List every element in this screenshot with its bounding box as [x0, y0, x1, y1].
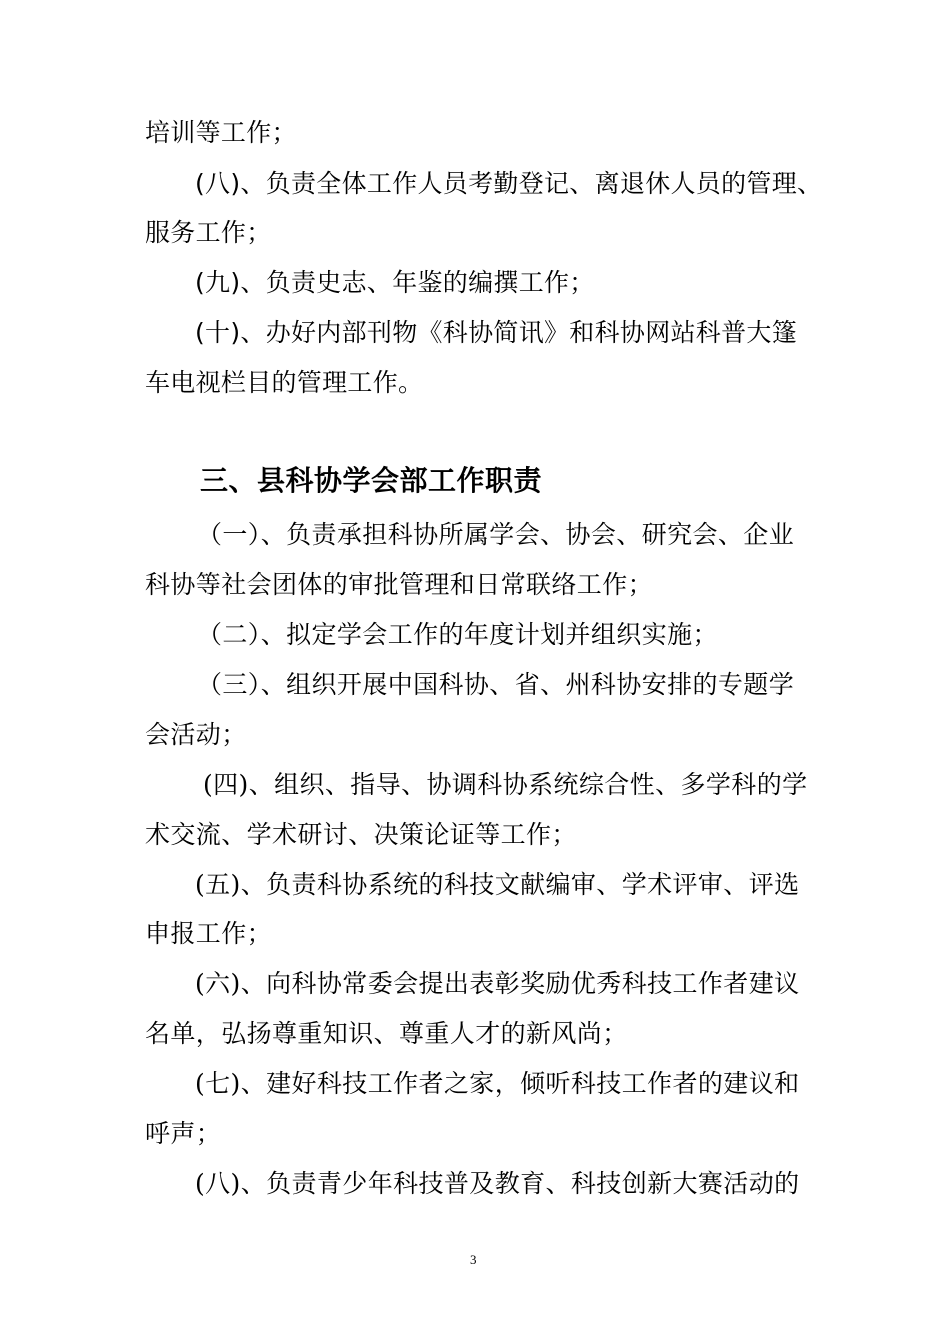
list-item-line: 服务工作； [145, 218, 272, 247]
list-item-line: （二）、拟定学会工作的年度计划并组织实施； [197, 620, 718, 649]
list-item-line: 呼声； [145, 1119, 222, 1148]
list-item-line: (八)、负责全体工作人员考勤登记、离退休人员的管理、 [195, 169, 823, 198]
list-item-line: （一）、负责承担科协所属学会、协会、研究会、企业 [197, 520, 795, 549]
list-item-line: (四)、组织、指导、协调科协系统综合性、多学科的学 [203, 770, 808, 799]
list-item-line: (七)、建好科技工作者之家，倾听科技工作者的建议和 [195, 1069, 800, 1098]
list-item-line: 申报工作； [145, 919, 273, 948]
list-item-line: 会活动； [145, 720, 247, 749]
list-item-line: 名单，弘扬尊重知识、尊重人才的新风尚； [145, 1019, 628, 1048]
list-item-line: (五)、负责科协系统的科技文献编审、学术评审、评选 [195, 870, 800, 899]
list-item-line: (九)、负责史志、年鉴的编撰工作； [195, 268, 595, 297]
list-item-line: (八)、负责青少年科技普及教育、科技创新大赛活动的 [195, 1169, 800, 1198]
section-heading: 三、县科协学会部工作职责 [200, 464, 543, 497]
list-item-line: 科协等社会团体的审批管理和日常联络工作； [145, 570, 654, 599]
list-item-line: (十)、办好内部刊物《科协简讯》和科协网站科普大篷 [195, 318, 798, 347]
page-number: 3 [470, 1252, 477, 1267]
list-item-line: 术交流、学术研讨、决策论证等工作； [145, 820, 577, 849]
list-item-line: 车电视栏目的管理工作。 [145, 368, 424, 397]
list-item-line: （三）、组织开展中国科协、省、州科协安排的专题学 [197, 670, 795, 699]
paragraph-line: 培训等工作； [145, 118, 297, 147]
list-item-line: (六)、向科协常委会提出表彰奖励优秀科技工作者建议 [195, 969, 800, 998]
